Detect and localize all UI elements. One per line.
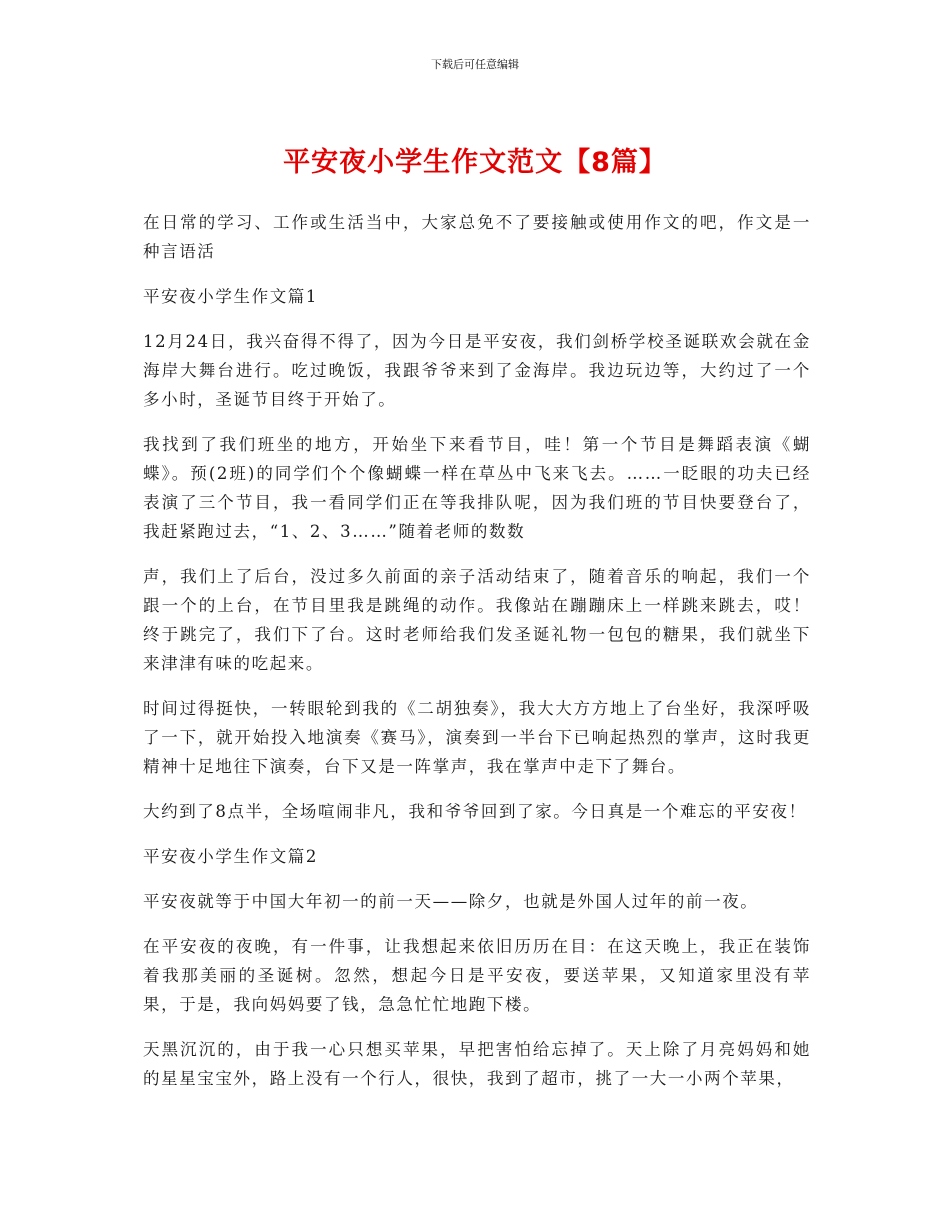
document-body — [143, 208, 811, 1109]
body-paragraph: 平安夜就等于中国大年初一的前一天——除夕，也就是外国人过年的前一夜。 — [143, 892, 759, 911]
body-paragraph: 我找到了我们班坐的地方，开始坐下来看节目，哇！第一个节目是舞蹈表演《蝴蝶》。预(2班)的同学们个个像蝴蝶一样在草丛中飞来飞去。……一眨眼的功夫已经表演了三个节目，我一看同学们正在等我排队呢，因为我们班的节目快要登台了，我赶紧跑过去，“1、2、3……”随着老师的数数 — [143, 435, 811, 541]
body-paragraph: 12月24日，我兴奋得不得了，因为今日是平安夜，我们剑桥学校圣诞联欢会就在金海岸大舞台进行。吃过晚饭，我跟爷爷来到了金海岸。我边玩边等，大约过了一个多小时，圣诞节目终于开始了。 — [143, 332, 811, 409]
document-title: 平安夜小学生作文范文【8篇】 — [283, 147, 667, 178]
body-paragraph: 在平安夜的夜晚，有一件事，让我想起来依旧历历在目：在这天晚上，我正在装饰着我那美丽的圣诞树。忽然，想起今日是平安夜，要送苹果，又知道家里没有苹果，于是，我向妈妈要了钱，急急忙忙地跑下楼。 — [143, 937, 811, 1014]
body-paragraph: 天黑沉沉的，由于我一心只想买苹果，早把害怕给忘掉了。天上除了月亮妈妈和她的星星宝宝外，路上没有一个行人，很快，我到了超市，挑了一大一小两个苹果， — [143, 1040, 811, 1088]
section-heading-1: 平安夜小学生作文篇1 — [143, 287, 318, 306]
body-paragraph: 声，我们上了后台，没过多久前面的亲子活动结束了，随着音乐的响起，我们一个跟一个的上台，在节目里我是跳绳的动作。我像站在蹦蹦床上一样跳来跳去，哎！终于跳完了，我们下了台。这时老师给我们发圣诞礼物一包包的糖果，我们就坐下来津津有味的吃起来。 — [143, 567, 811, 673]
body-paragraph: 大约到了8点半，全场喧闹非凡，我和爷爷回到了家。今日真是一个难忘的平安夜！ — [143, 802, 807, 821]
section-heading-2: 平安夜小学生作文篇2 — [143, 847, 318, 866]
intro-paragraph: 在日常的学习、工作或生活当中，大家总免不了要接触或使用作文的吧，作文是一种言语活 — [143, 213, 811, 261]
header-note: 下载后可任意编辑 — [431, 58, 519, 71]
body-paragraph: 时间过得挺快，一转眼轮到我的《二胡独奏》，我大大方方地上了台坐好，我深呼吸了一下，就开始投入地演奏《赛马》，演奏到一半台下已响起热烈的掌声，这时我更精神十足地往下演奏，台下又是一阵掌声，我在掌声中走下了舞台。 — [143, 699, 811, 776]
